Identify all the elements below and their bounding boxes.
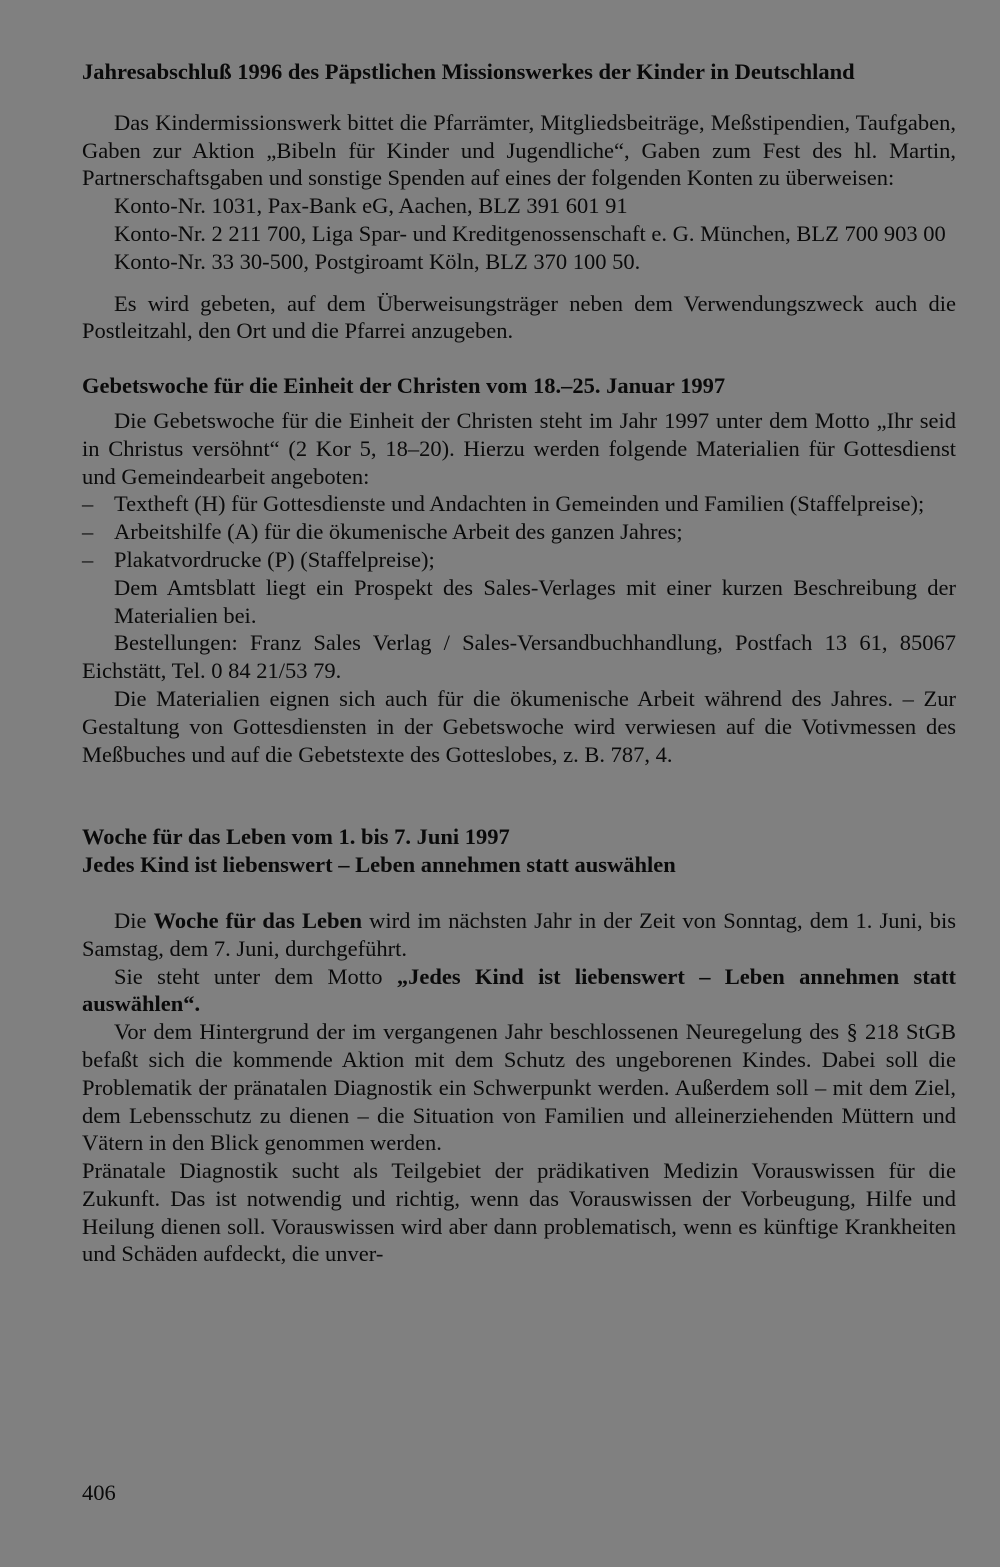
account-line: Konto-Nr. 2 211 700, Liga Spar- und Kreditgenossenschaft e. G. München, BLZ 700 903 00 — [114, 220, 946, 246]
list-item-text: Plakatvordrucke (P) (Staffelpreise); — [114, 546, 435, 572]
transfer-note: Es wird gebeten, auf dem Überweisungsträger neben dem Verwendungszweck auch die Postleitzahl, den Ort und die Pfarrei anzugeben. — [82, 290, 956, 344]
woche-leben-paragraph — [82, 907, 956, 963]
materialien-paragraph: Die Materialien eignen sich auch für die ökumenische Arbeit während des Jahres. – Zur Gestaltung von Gottesdiensten in der Gebetswoche wird verwiesen auf die Votivmessen des Meßbuches und auf die Gebetstexte des Gotteslobes, z. B. 787, 4. — [82, 685, 956, 767]
account-line: Konto-Nr. 33 30-500, Postgiroamt Köln, BLZ 370 100 50. — [114, 248, 641, 274]
gebetswoche-intro: Die Gebetswoche für die Einheit der Christen steht im Jahr 1997 unter dem Motto „Ihr seid in Christus versöhnt“ (2 Kor 5, 18–20). Hierzu werden folgende Materialien für Gottesdienst und Gemeindearbeit angeboten: — [82, 407, 956, 489]
account-line: Konto-Nr. 1031, Pax-Bank eG, Aachen, BLZ 391 601 91 — [114, 193, 628, 219]
list-item — [82, 546, 956, 574]
motto-paragraph — [82, 963, 956, 1019]
list-item — [82, 518, 956, 546]
list-dash: – — [82, 519, 94, 545]
diagnostik-paragraph: Pränatale Diagnostik sucht als Teilgebiet der prädikativen Medizin Vorauswissen für die Zukunft. Das ist notwendig und richtig, wenn das Vorauswissen der Vorbeugung, Hilfe und Heilung dienen soll. Vorauswissen wird aber dann problematisch, wenn es künftige Krankheiten und Schäden aufdeckt, die unver- — [82, 1158, 956, 1267]
document-page — [82, 58, 956, 1268]
section-title-gebetswoche: Gebetswoche für die Einheit der Christen vom 18.–25. Januar 1997 — [82, 373, 726, 399]
text-run: Die — [114, 907, 154, 933]
section-title-woche-leben: Woche für das Leben vom 1. bis 7. Juni 1997 — [82, 824, 510, 850]
list-dash: – — [82, 491, 94, 517]
prospekt-paragraph: Dem Amtsblatt liegt ein Prospekt des Sales-Verlages mit einer kurzen Beschreibung der Materialien bei. — [114, 574, 956, 628]
kindermissionswerk-intro: Das Kindermissionswerk bittet die Pfarrämter, Mitgliedsbeiträge, Meßstipendien, Taufgaben, Gaben zur Aktion „Bibeln für Kinder und Jugendliche“, Gaben zum Fest des hl. Martin, Partnerschaftsgaben und sonstige Spenden auf eines der folgenden Konten zu überweisen: — [82, 109, 956, 191]
bestellungen-paragraph: Bestellungen: Franz Sales Verlag / Sales-Versandbuchhandlung, Postfach 13 61, 85067 Eichstätt, Tel. 0 84 21/53 79. — [82, 630, 956, 684]
section-subtitle-motto: Jedes Kind ist liebenswert – Leben annehmen statt auswählen — [82, 852, 676, 878]
text-run: wird im nächsten Jahr in der Zeit von Sonntag, dem 1. Juni, bis Samstag, dem 7. Juni, durchgeführt. — [82, 907, 956, 961]
bold-text-run: Woche für das Leben — [153, 907, 362, 933]
list-item-text: Textheft (H) für Gottesdienste und Andachten in Gemeinden und Familien (Staffelpreise); — [114, 491, 925, 517]
section-title-jahresabschluss: Jahresabschluß 1996 des Päpstlichen Missionswerkes der Kinder in Deutschland — [82, 59, 855, 84]
list-item — [82, 490, 956, 518]
page-number: 406 — [82, 1480, 116, 1505]
bold-text-run: „Jedes Kind ist liebenswert – Leben annehmen statt auswählen“. — [82, 963, 956, 1017]
list-item-text: Arbeitshilfe (A) für die ökumenische Arbeit des ganzen Jahres; — [114, 519, 683, 545]
text-run: Sie steht unter dem Motto — [114, 963, 397, 989]
list-dash: – — [82, 546, 94, 572]
hintergrund-paragraph: Vor dem Hintergrund der im vergangenen Jahr beschlossenen Neuregelung des § 218 StGB befaßt sich die kommende Aktion mit dem Schutz des ungeborenen Kindes. Dabei soll die Problematik der pränatalen Diagnostik ein Schwerpunkt werden. Außerdem soll – mit dem Ziel, dem Lebensschutz zu dienen – die Situation von Familien und alleinerziehenden Müttern und Vätern in den Blick genommen werden. — [82, 1019, 956, 1156]
